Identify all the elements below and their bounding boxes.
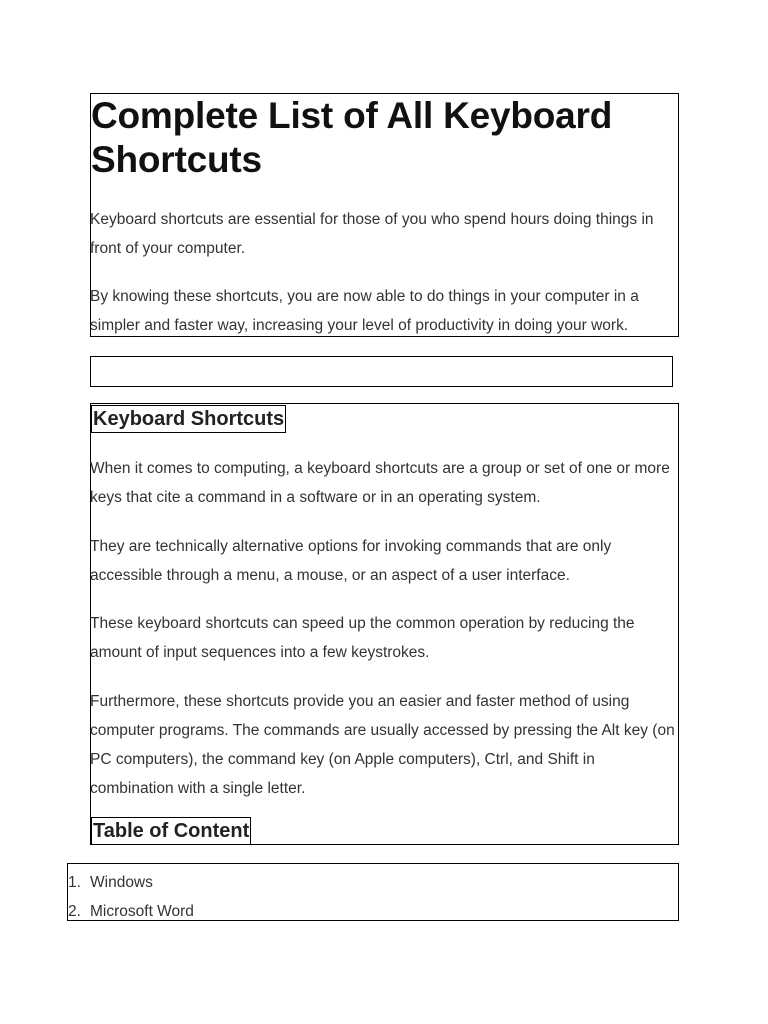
toc-item-label[interactable]: Microsoft Word [90,903,194,920]
intro-paragraph-2: By knowing these shortcuts, you are now able to do things in your computer in a simpler and faster way, increasing your level of productivity in doing your work. [90,288,639,334]
toc-item-number: 2. [68,903,81,920]
empty-block [90,356,673,387]
intro-section [90,93,679,337]
toc-item-label[interactable]: Windows [90,874,153,891]
keyboard-shortcuts-section [90,403,679,845]
section-heading-table-of-content: Table of Content [91,817,251,845]
intro-paragraph-1: Keyboard shortcuts are essential for those of you who spend hours doing things in front of your computer. [90,211,654,257]
toc-item-number: 1. [68,874,81,891]
shortcuts-paragraph-2: They are technically alternative options for invoking commands that are only accessible through a menu, a mouse, or an aspect of a user interface. [90,538,612,584]
shortcuts-paragraph-1: When it comes to computing, a keyboard shortcuts are a group or set of one or more keys that cite a command in a software or in an operating system. [90,460,670,506]
shortcuts-paragraph-4: Furthermore, these shortcuts provide you an easier and faster method of using computer programs. The commands are usually accessed by pressing the Alt key (on PC computers), the command key (on Apple computers), Ctrl, and Shift in combination with a single letter. [90,693,675,797]
shortcuts-paragraph-3: These keyboard shortcuts can speed up the common operation by reducing the amount of input sequences into a few keystrokes. [90,615,635,661]
page-title: Complete List of All Keyboard Shortcuts [91,95,613,180]
section-heading-keyboard-shortcuts: Keyboard Shortcuts [91,405,286,433]
table-of-content-list [67,863,679,921]
